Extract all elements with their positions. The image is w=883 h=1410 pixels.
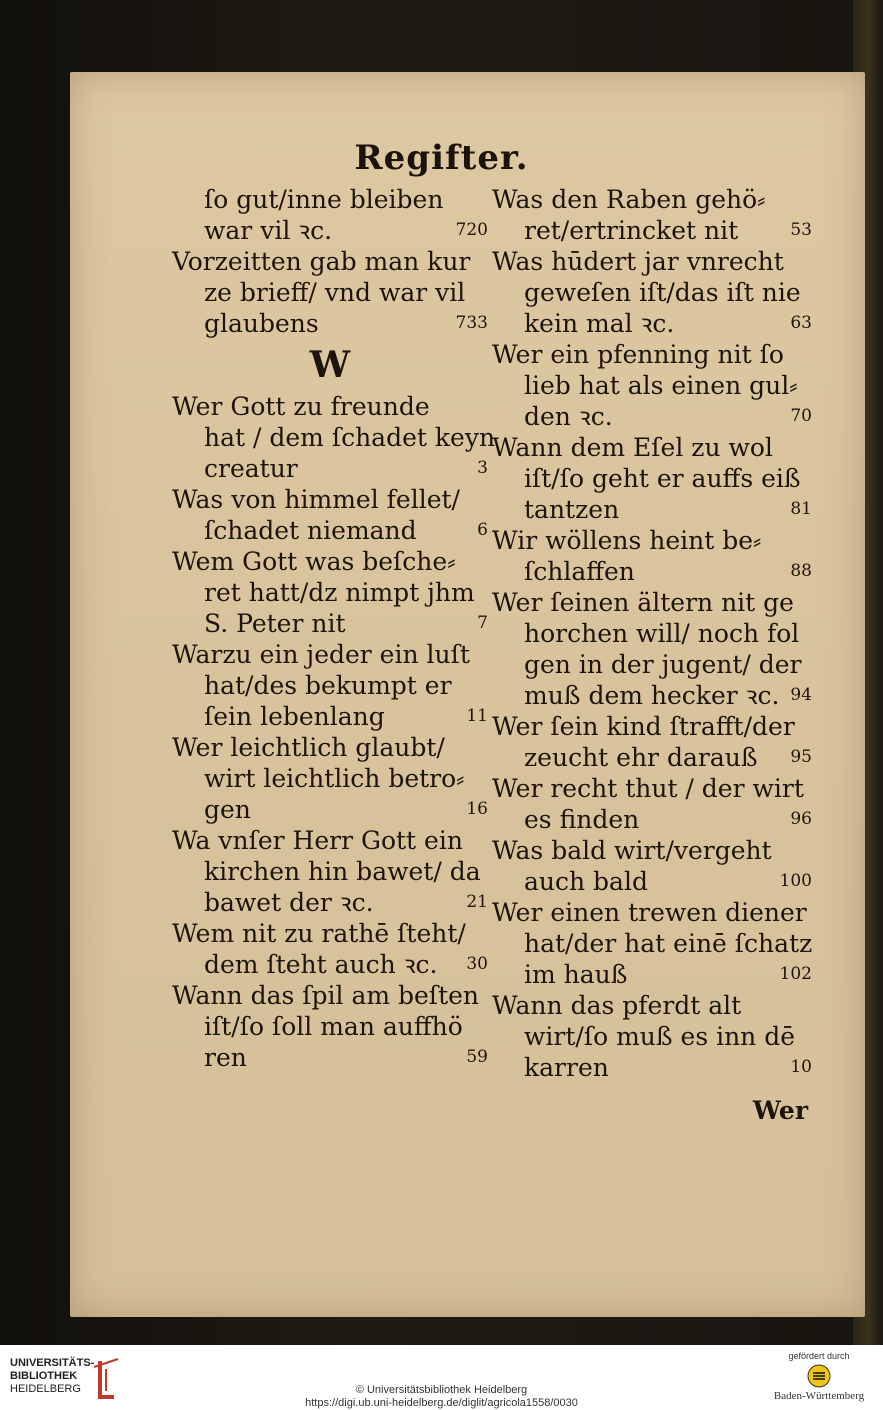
register-line-text: ſchlaffen bbox=[524, 557, 635, 586]
register-line bbox=[172, 918, 488, 949]
register-line-text: Wer ſeinen ältern nit ge bbox=[492, 588, 794, 617]
register-line bbox=[172, 794, 488, 825]
register-line-text: hat/der hat einē ſchatz bbox=[524, 929, 813, 958]
register-line bbox=[492, 897, 812, 928]
page-reference-number: 88 bbox=[790, 561, 812, 581]
coat-of-arms-icon bbox=[807, 1364, 831, 1388]
page-reference-number: 11 bbox=[466, 706, 488, 726]
register-line-text: den ꝛc. bbox=[524, 402, 613, 431]
register-line bbox=[172, 1042, 488, 1073]
page-reference-number: 95 bbox=[790, 747, 812, 767]
register-line bbox=[172, 608, 488, 639]
register-line-text: ze brieff/ vnd war vil bbox=[204, 278, 466, 307]
register-line-text: Wem nit zu rathē ſteht/ bbox=[172, 919, 466, 948]
register-line-text: im hauß bbox=[524, 960, 628, 989]
sponsor-label: gefördert durch bbox=[788, 1351, 850, 1361]
page-reference-number: 10 bbox=[790, 1057, 812, 1077]
page-reference-number: 96 bbox=[790, 809, 812, 829]
logo-line-1: UNIVERSITÄTS- bbox=[10, 1357, 95, 1369]
register-line-text: zeucht ehr darauß bbox=[524, 743, 758, 772]
register-line bbox=[172, 577, 488, 608]
section-letter bbox=[172, 339, 488, 391]
register-line bbox=[172, 763, 488, 794]
register-line-text: ſo gut/inne bleiben bbox=[204, 185, 444, 214]
register-line bbox=[172, 308, 488, 339]
register-line bbox=[172, 670, 488, 701]
register-line bbox=[492, 1021, 812, 1052]
register-line bbox=[172, 856, 488, 887]
register-line bbox=[172, 391, 488, 422]
register-line-text: Wer ſein kind ſtrafft/der bbox=[492, 712, 795, 741]
logo-line-2: BIBLIOTHEK bbox=[10, 1370, 78, 1382]
page-reference-number: 30 bbox=[466, 954, 488, 974]
register-line bbox=[492, 494, 812, 525]
register-line bbox=[492, 928, 812, 959]
register-line-text: Was den Raben gehö⸗ bbox=[492, 185, 766, 214]
register-line-text: muß dem hecker ꝛc. bbox=[524, 681, 780, 710]
register-line bbox=[492, 463, 812, 494]
register-line-text: gen bbox=[204, 795, 251, 824]
register-line bbox=[492, 401, 812, 432]
page-reference-number: 3 bbox=[477, 458, 488, 478]
register-line bbox=[492, 308, 812, 339]
register-line-text: es finden bbox=[524, 805, 640, 834]
register-line-text: Wa vnſer Herr Gott ein bbox=[172, 826, 463, 855]
page-reference-number: 59 bbox=[466, 1047, 488, 1067]
register-line-text: Wer leichtlich glaubt/ bbox=[172, 733, 445, 762]
register-line-text: geweſen iſt/das iſt nie bbox=[524, 278, 801, 307]
register-line-text: bawet der ꝛc. bbox=[204, 888, 374, 917]
register-line bbox=[492, 1052, 812, 1083]
register-line-text: Wir wöllens heint be⸗ bbox=[492, 526, 762, 555]
page-reference-number: 81 bbox=[790, 499, 812, 519]
register-line bbox=[172, 980, 488, 1011]
left-column bbox=[172, 184, 496, 1073]
register-line bbox=[172, 453, 488, 484]
page-reference-number: 102 bbox=[779, 964, 812, 984]
register-line-text: dem ſteht auch ꝛc. bbox=[204, 950, 438, 979]
permalink-url[interactable]: https://digi.ub.uni-heidelberg.de/diglit/agricola1558/0030 bbox=[305, 1397, 578, 1409]
register-line-text: creatur bbox=[204, 454, 298, 483]
register-line-text: Wer recht thut / der wirt bbox=[492, 774, 804, 803]
register-line bbox=[172, 184, 488, 215]
register-line bbox=[492, 835, 812, 866]
register-line bbox=[492, 773, 812, 804]
register-line bbox=[492, 990, 812, 1021]
register-line bbox=[492, 804, 812, 835]
register-line-text: Wer Gott zu freunde bbox=[172, 392, 430, 421]
register-line-text: wirt/ſo muß es inn dē bbox=[524, 1022, 796, 1051]
register-line bbox=[172, 546, 488, 577]
copyright-text: © Universitätsbibliothek Heidelberg bbox=[355, 1384, 528, 1396]
page-reference-number: 63 bbox=[790, 313, 812, 333]
register-line bbox=[492, 277, 812, 308]
register-line bbox=[492, 246, 812, 277]
register-line-text: tantzen bbox=[524, 495, 620, 524]
register-line-text: S. Peter nit bbox=[204, 609, 346, 638]
register-line bbox=[492, 339, 812, 370]
register-line bbox=[492, 680, 812, 711]
page-reference-number: 21 bbox=[466, 892, 488, 912]
page-reference-number: 100 bbox=[779, 871, 812, 891]
register-line bbox=[172, 246, 488, 277]
register-line bbox=[492, 711, 812, 742]
register-line-text: iſt/ſo ſoll man auffhö bbox=[204, 1012, 463, 1041]
register-line-text: auch bald bbox=[524, 867, 648, 896]
register-line-text: iſt/ſo geht er auffs eiß bbox=[524, 464, 801, 493]
register-line bbox=[172, 701, 488, 732]
register-line bbox=[172, 515, 488, 546]
page-reference-number: 94 bbox=[790, 685, 812, 705]
register-line-text: Wem Gott was beſche⸗ bbox=[172, 547, 456, 576]
register-line-text: Was hūdert jar vnrecht bbox=[492, 247, 784, 276]
register-line-text: karren bbox=[524, 1053, 609, 1082]
page-header: Regifter. bbox=[354, 138, 529, 178]
register-line-text: hat/des bekumpt er bbox=[204, 671, 452, 700]
register-line-text: ſchadet niemand bbox=[204, 516, 417, 545]
page-reference-number: 7 bbox=[477, 613, 488, 633]
register-line-text: war vil ꝛc. bbox=[204, 216, 333, 245]
register-line-text: ret/ertrincket nit bbox=[524, 216, 739, 245]
register-line bbox=[172, 1011, 488, 1042]
register-line-text: kein mal ꝛc. bbox=[524, 309, 675, 338]
register-line-text: ren bbox=[204, 1043, 247, 1072]
register-line bbox=[492, 959, 812, 990]
sponsor-block[interactable] bbox=[769, 1351, 869, 1403]
register-line bbox=[492, 587, 812, 618]
logo-line-3: HEIDELBERG bbox=[10, 1383, 81, 1395]
register-line-text: W bbox=[309, 344, 351, 386]
register-line bbox=[492, 525, 812, 556]
register-line bbox=[172, 887, 488, 918]
register-line-text: Warzu ein jeder ein luſt bbox=[172, 640, 470, 669]
register-line bbox=[492, 184, 812, 215]
register-line-text: horchen will/ noch fol bbox=[524, 619, 800, 648]
register-line bbox=[492, 432, 812, 463]
footer-copyright bbox=[0, 1384, 883, 1410]
page-reference-number: 733 bbox=[455, 313, 488, 333]
register-line-text: ſein lebenlang bbox=[204, 702, 385, 731]
register-line-text: gen in der jugent/ der bbox=[524, 650, 802, 679]
register-line bbox=[172, 484, 488, 515]
page-reference-number: 53 bbox=[790, 220, 812, 240]
register-line-text: Wann dem Eſel zu wol bbox=[492, 433, 773, 462]
register-line-text: Wann das ſpil am beſten bbox=[172, 981, 480, 1010]
page-reference-number: 720 bbox=[455, 220, 488, 240]
register-line bbox=[172, 732, 488, 763]
register-line bbox=[172, 422, 496, 453]
register-line bbox=[172, 949, 488, 980]
register-line bbox=[492, 866, 812, 897]
register-line-text: ret hatt/dz nimpt jhm bbox=[204, 578, 475, 607]
register-line bbox=[492, 618, 812, 649]
register-line bbox=[172, 639, 488, 670]
register-line bbox=[172, 825, 488, 856]
page-reference-number: 6 bbox=[477, 520, 488, 540]
register-line-text: Was bald wirt/vergeht bbox=[492, 836, 772, 865]
register-line-text: lieb hat als einen gul⸗ bbox=[524, 371, 798, 400]
register-line-text: wirt leichtlich betro⸗ bbox=[204, 764, 465, 793]
page-reference-number: 70 bbox=[790, 406, 812, 426]
register-line-text: Was von himmel fellet/ bbox=[172, 485, 460, 514]
register-line bbox=[492, 556, 812, 587]
register-line-text: hat / dem ſchadet keyn bbox=[204, 423, 496, 452]
register-line bbox=[172, 215, 488, 246]
register-line-text: Wann das pferdt alt bbox=[492, 991, 742, 1020]
register-line bbox=[172, 277, 488, 308]
register-line-text: Wer einen trewen diener bbox=[492, 898, 807, 927]
register-line bbox=[492, 742, 812, 773]
register-line bbox=[492, 215, 812, 246]
register-line-text: glaubens bbox=[204, 309, 319, 338]
catchword: Wer bbox=[752, 1096, 808, 1125]
register-line bbox=[492, 649, 812, 680]
register-line-text: Vorzeitten gab man kur bbox=[172, 247, 471, 276]
right-column bbox=[492, 184, 812, 1083]
register-line-text: Wer ein pfenning nit ſo bbox=[492, 340, 784, 369]
sponsor-name: Baden-Württemberg bbox=[773, 1390, 865, 1402]
page-reference-number: 16 bbox=[466, 799, 488, 819]
register-line bbox=[492, 370, 812, 401]
register-line-text: kirchen hin bawet/ da bbox=[204, 857, 481, 886]
